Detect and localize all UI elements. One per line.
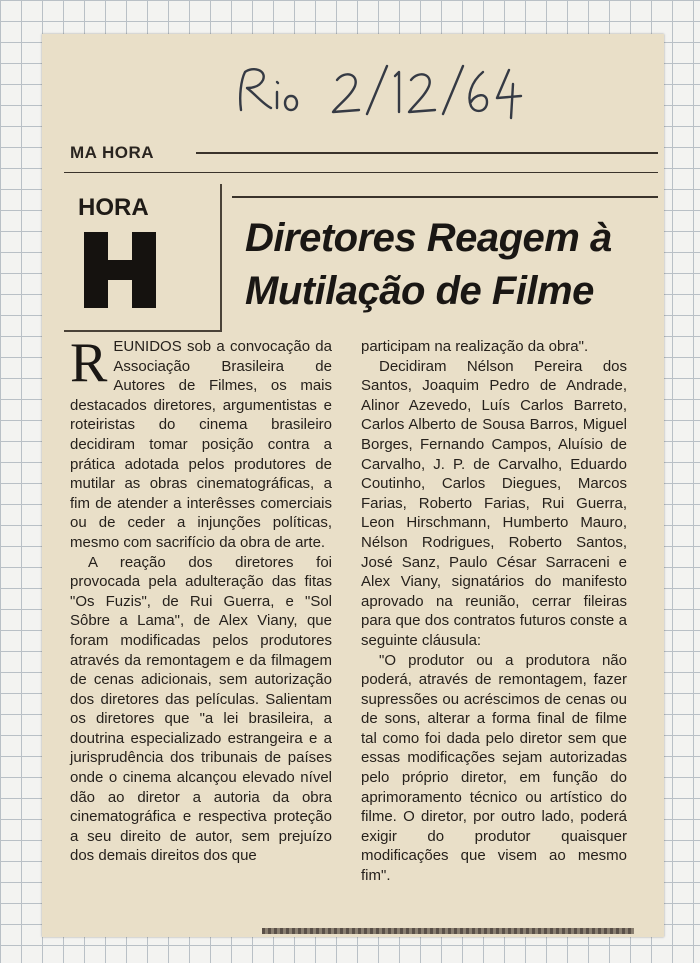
handwritten-date-note	[233, 62, 533, 122]
section-logo-word: HORA	[78, 194, 149, 221]
masthead-rule-lower	[64, 172, 658, 173]
article-column-2	[361, 337, 627, 886]
masthead-rule	[196, 152, 658, 154]
article-quote-paragraph: "O produtor ou a produtora não poderá, através de remontagem, fazer supressões ou acréscimos de cenas ou de sons, alterar a forma final de filme tal como foi dada pelo diretor sem que essas modificações sejam autorizadas pelo próprio diretor, em função do aprimoramento técnico ou artístico do filme. O diretor, por outro lado, poderá exigir do produtor quaisquer modificações que visem ao mesmo fim".	[361, 651, 627, 885]
section-logo-h-letter	[84, 232, 156, 308]
headline-top-rule	[232, 196, 658, 198]
headline-line-1: Diretores Reagem à	[245, 216, 612, 260]
article-headline	[245, 212, 645, 318]
article-paragraph	[70, 332, 332, 553]
drop-cap: R	[70, 332, 108, 394]
article-paragraph: participam na realização da obra".	[361, 338, 589, 355]
article-paragraph: A reação dos diretores foi provocada pela adulteração das fitas "Os Fuzis", de Rui Guerra, e "Sol Sôbre a Lama", de Alex Viany, que foram modificadas pelos produtores através da remontagem e da filmagem de cenas adicionais, sem autorização dos diretores das películas. Salientam os diretores que "a lei brasileira, a doutrina especializado estrangeira e a jurisprudência dos tribunais de países onde o cinema alcançou elevado nível dão ao diretor a autoria da obra cinematográfica e respectiva proteção a seu direito de autor, sem prejuízo dos demais direitos dos que	[70, 553, 332, 865]
paragraph-text: EUNIDOS sob a convocação da Associação Brasileira de Autores de Filmes, os mais destacados diretores, argumentistas e roteiristas do cinema brasileiro decidiram tomar posição contra a prática adotada pelos produtores de mutilar as obras cinematográficas, a fim de atender a interêsses comerciais ou de ceder a injunções políticas, mesmo com sacrifício da obra de arte.	[70, 338, 332, 551]
torn-column-strip	[262, 928, 634, 934]
section-logo	[64, 184, 222, 332]
article-column-1	[70, 332, 332, 866]
headline-line-2: Mutilação de Filme	[245, 269, 594, 313]
article-paragraph: Decidiram Nélson Pereira dos Santos, Joaquim Pedro de Andrade, Alinor Azevedo, Luís Carlos Barreto, Carlos Alberto de Sousa Barros, Miguel Borges, Fernando Campos, Aluísio de Carvalho, J. P. de Carvalho, Eduardo Coutinho, Carlos Diegues, Marcos Farias, Roberto Farias, Rui Guerra, Leon Hirschmann, Humberto Mauro, Nélson Rodrigues, Roberto Santos, José Sanz, Paulo César Sarraceni e Alex Viany, signatários do manifesto aprovado na reunião, cerrar fileiras para que dos contratos futuros conste a seguinte cláusula:	[361, 357, 627, 649]
newspaper-masthead: MA HORA	[70, 143, 155, 162]
